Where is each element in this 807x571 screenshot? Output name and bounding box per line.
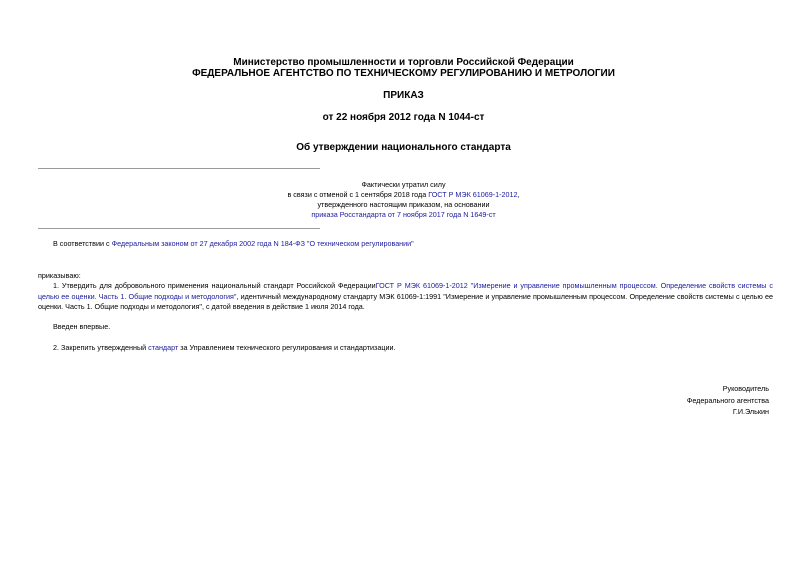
basis-paragraph <box>38 239 773 250</box>
signature-block <box>687 383 769 418</box>
signature-title-1: Руководитель <box>722 384 769 393</box>
agency-name: ФЕДЕРАЛЬНОЕ АГЕНТСТВО ПО ТЕХНИЧЕСКОМУ РЕГУЛИРОВАНИЮ И МЕТРОЛОГИИ <box>192 68 615 79</box>
ministry-name: Министерство промышленности и торговли Российской Федерации <box>233 57 574 68</box>
item-1-prefix: 1. Утвердить для добровольного применения национальный стандарт Российской Федерации <box>53 281 376 290</box>
document-type: ПРИКАЗ <box>383 90 424 101</box>
document-subject: Об утверждении национального стандарта <box>296 142 511 153</box>
divider-bottom <box>38 228 320 229</box>
status-line-2-prefix: в связи с отменой с 1 сентября 2018 года <box>287 190 429 199</box>
basis-prefix: В соответствии с <box>53 239 112 248</box>
signature-name: Г.И.Элькин <box>732 407 769 416</box>
status-note <box>0 180 807 220</box>
introduced-note: Введен впервые. <box>53 322 111 331</box>
rosstandart-order-link[interactable]: приказа Росстандарта от 7 ноября 2017 года N 1649-ст <box>311 210 496 219</box>
status-line-1: Фактически утратил силу <box>361 180 446 189</box>
standard-link-2[interactable]: стандарт <box>148 343 179 352</box>
gost-standard-link[interactable]: ГОСТ Р МЭК 61069-1-2012 "Измерение и управление промышленным процессом. Определение свойств системы с целью ее оценки. Часть 1. Общие подходы и методология" <box>38 281 773 301</box>
federal-law-link[interactable]: Федеральным законом от 27 декабря 2002 года N 184-ФЗ "О техническом регулировании" <box>111 239 414 248</box>
standard-link[interactable]: ГОСТ Р МЭК 61069-1-2012 <box>428 190 518 199</box>
status-line-2 <box>0 190 807 200</box>
status-line-3: утвержденного настоящим приказом, на основании <box>317 200 490 209</box>
item-2-prefix: 2. Закрепить утвержденный <box>53 343 149 352</box>
item-2-paragraph <box>38 343 773 354</box>
status-line-2-suffix: , <box>517 190 520 199</box>
item-1-suffix: , идентичный международному стандарту МЭК 61069-1:1991 "Измерение и управление промышленным процессом. Определение свойств системы с целью ее оценки. Часть 1. Общие подходы и методология", с датой введения в действие 1 июля 2014 года. <box>38 291 773 311</box>
item-2-suffix: за Управлением технического регулирования и стандартизации. <box>178 343 396 352</box>
divider-top <box>38 168 320 169</box>
item-1-paragraph <box>38 281 773 313</box>
document-date-number: от 22 ноября 2012 года N 1044-ст <box>322 112 485 123</box>
signature-title-2: Федерального агентства <box>686 395 769 405</box>
order-word: приказываю: <box>38 271 81 280</box>
